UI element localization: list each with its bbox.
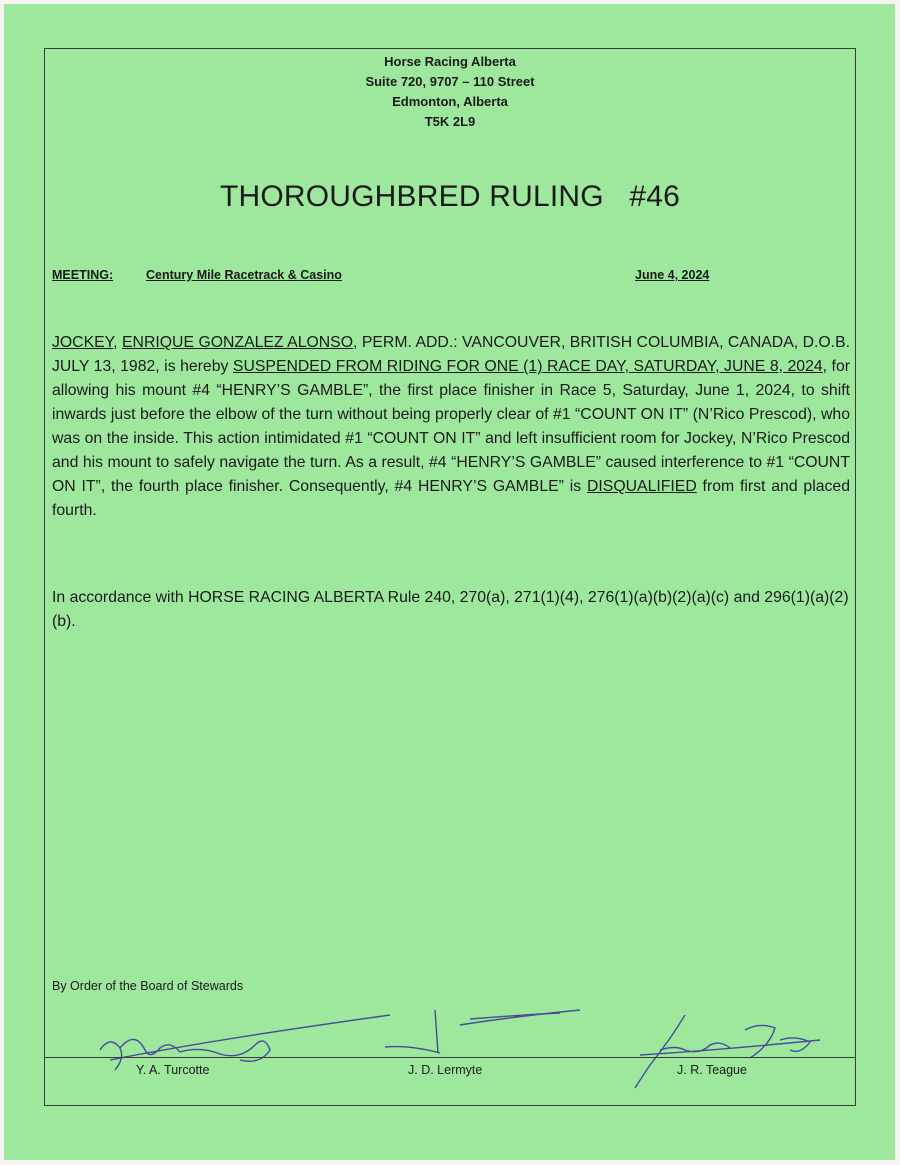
ruling-text: JOCKEY, ENRIQUE GONZALEZ ALONSO, PERM. ADD.: VANCOUVER, BRITISH COLUMBIA, CANADA, D.O.B. JULY 13, 1982, is hereby SUSPENDED FROM RIDING FOR ONE (1) RACE DAY, SATURDAY, JUNE 8, 2024, for allowing his mount #4 “HENRY’S GAMBLE”, the first place finisher in Race 5, Saturday, June 1, 2024, to shift inwards just before the elbow of the turn without being properly clear of #1 “COUNT ON IT” (N’Rico Prescod), who was on the inside. This action intimidated #1 “COUNT ON IT” and left insufficient room for Jockey, N’Rico Prescod and his mount to safely navigate the turn. As a result, #4 “HENRY’S GAMBLE” caused interference to #1 “COUNT ON IT”, the fourth place finisher. Consequently, #4 HENRY’S GAMBLE” is DISQUALIFIED from first and placed fourth. <box>52 334 850 519</box>
order-line: By Order of the Board of Stewards <box>52 979 244 993</box>
disqualified-outcome: DISQUALIFIED <box>587 478 697 495</box>
ruling-details: , for allowing his mount #4 “HENRY’S GAMBLE”, the first place finisher in Race 5, Saturday, June 1, 2024, to shift inwards just before the elbow of the turn without being properly clear of #1 “COUNT ON IT” (N’Rico Prescod), who was on the inside. This action intimidated #1 “COUNT ON IT” and left insufficient room for Jockey, N’Rico Prescod and his mount to safely navigate the turn. As a result, #4 “HENRY’S GAMBLE” caused interference to #1 “COUNT ON IT”, the fourth place finisher. Consequently, #4 HENRY’S GAMBLE” is <box>52 358 850 495</box>
jockey-address: , PERM. ADD.: VANCOUVER, BRITISH COLUMBIA, CANADA, D.O.B. JULY 13, 1982, is hereby <box>52 334 850 375</box>
meeting-date: June 4, 2024 <box>635 268 710 282</box>
signature-line <box>44 1057 856 1058</box>
signatory-lermyte: J. D. Lermyte <box>408 1063 483 1077</box>
signatory-teague: J. R. Teague <box>677 1063 747 1077</box>
ruling-title: THOROUGHBRED RULING #46 <box>219 180 681 213</box>
suspension-penalty: SUSPENDED FROM RIDING FOR ONE (1) RACE DAY, SATURDAY, JUNE 8, 2024 <box>232 358 823 375</box>
signature-lermyte-image <box>380 1005 590 1060</box>
jockey-role: JOCKEY <box>52 334 114 351</box>
signature-teague-image <box>630 1010 830 1090</box>
address-line-2: Edmonton, Alberta <box>392 94 508 109</box>
letterhead <box>0 52 900 132</box>
outcome-tail: from first and placed fourth. <box>52 478 850 519</box>
signatory-turcotte: Y. A. Turcotte <box>136 1063 210 1077</box>
organization-name: Horse Racing Alberta <box>384 54 516 69</box>
address-line-1: Suite 720, 9707 – 110 Street <box>365 74 535 89</box>
jockey-name: ENRIQUE GONZALEZ ALONSO <box>122 334 354 351</box>
meeting-venue: Century Mile Racetrack & Casino <box>146 268 342 282</box>
postal-code: T5K 2L9 <box>424 114 476 129</box>
meeting-label: MEETING: <box>52 268 114 282</box>
rule-reference: In accordance with HORSE RACING ALBERTA Rule 240, 270(a), 271(1)(4), 276(1)(a)(b)(2)(a)(c) and 296(1)(a)(2)(b). <box>52 589 849 630</box>
